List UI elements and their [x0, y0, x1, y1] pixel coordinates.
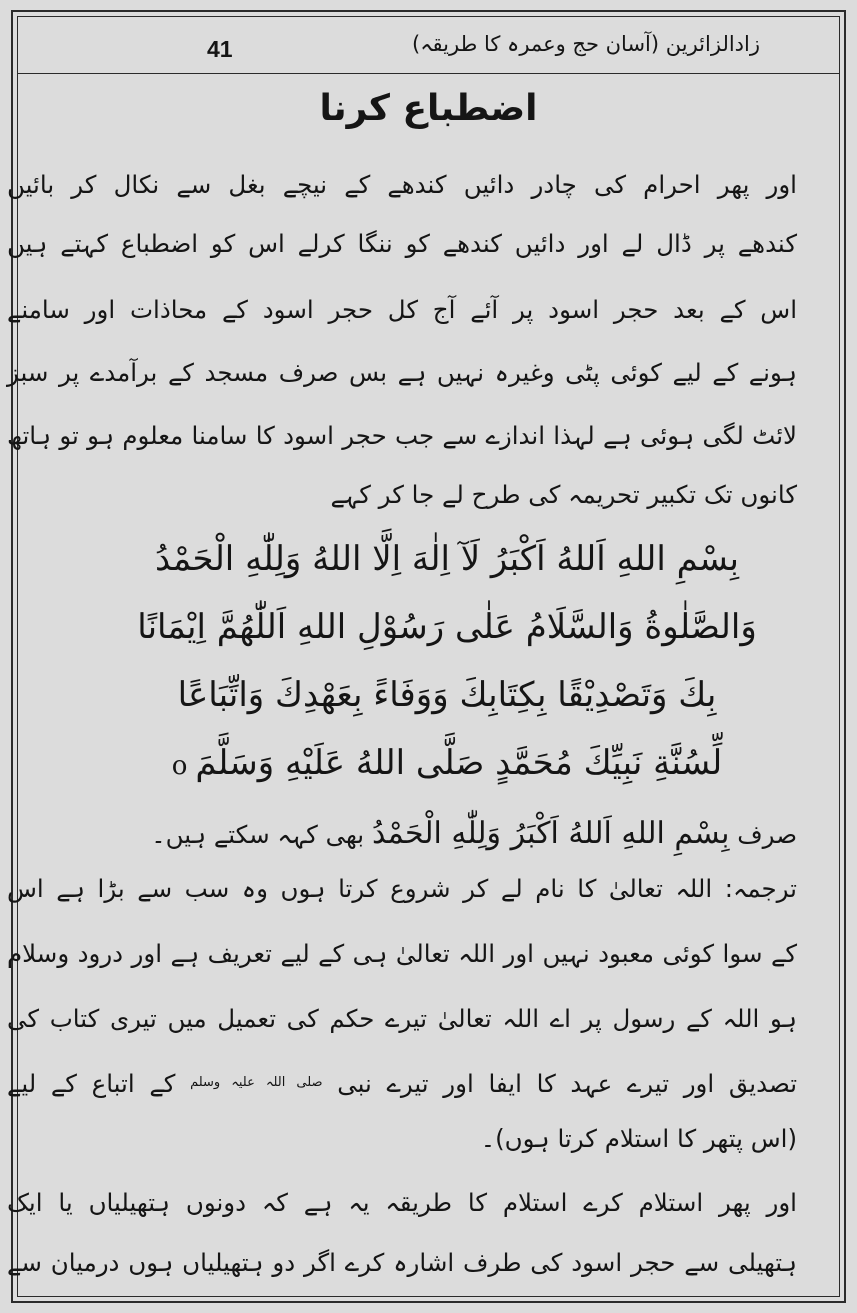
translation-line: (اس پتھر کا استلام کرتا ہوں)۔ — [480, 1124, 797, 1153]
dua-line-text: لِّسُنَّةِ نَبِيِّكَ مُحَمَّدٍ صَلَّى اللهُ عَلَيْهِ وَسَلَّمَ — [195, 743, 723, 783]
paragraph-line: کانوں تک تکبیر تحریمہ کی طرح لے جا کر کہے — [330, 480, 797, 509]
short-form-suffix: بھی کہہ سکتے ہیں۔ — [151, 820, 365, 849]
paragraph-line: کندھے پر ڈال لے اور دائیں کندھے کو ننگا کرلے اس کو اضطباع کہتے ہیں — [7, 229, 797, 258]
section-title: اضطباع کرنا — [319, 88, 538, 129]
dua-end-mark: o — [171, 751, 188, 781]
paragraph-line: اور پھر استلام کرے استلام کا طریقہ یہ ہے کہ دونوں ہتھیلیاں یا ایک — [7, 1188, 797, 1217]
paragraph-line: اور پھر احرام کی چادر دائیں کندھے کے نیچے بغل سے نکال کر بائیں — [7, 170, 797, 199]
translation-line: ترجمہ: اللہ تعالیٰ کا نام لے کر شروع کرتا ہوں وہ سب سے بڑا ہے اس — [7, 874, 797, 903]
dua-line: وَالصَّلٰوةُ وَالسَّلَامُ عَلٰى رَسُوْلِ اللهِ اَللّٰهُمَّ اِيْمَانًا — [137, 607, 757, 647]
dua-line: بِكَ وَتَصْدِيْقًا بِكِتَابِكَ وَوَفَاءً بِعَهْدِكَ وَاتِّبَاعًا — [177, 675, 717, 715]
translation-line: ہو اللہ کے رسول پر اے اللہ تعالیٰ تیرے حکم کی تعمیل میں تیری کتاب کی — [7, 1004, 797, 1033]
paragraph-line: ہونے کے لیے کوئی پٹی وغیرہ نہیں ہے بس صرف مسجد کے برآمدے پر سبز — [7, 358, 797, 387]
translation-line-part: کے اتباع کے لیے — [7, 1069, 176, 1098]
short-form-prefix: صرف — [737, 820, 797, 849]
paragraph-line: اس کے بعد حجر اسود پر آئے آج کل حجر اسود کے محاذات اور سامنے — [7, 295, 797, 324]
translation-line-part: تصدیق اور تیرے عہد کا ایفا اور تیرے نبی — [337, 1069, 798, 1098]
page-number: 41 — [207, 36, 233, 62]
dua-line — [97, 738, 797, 788]
short-form-arabic: بِسْمِ اللهِ اَللهُ اَكْبَرُ وَلِلّٰهِ الْحَمْدُ — [371, 816, 730, 851]
paragraph-line: لائٹ لگی ہوئی ہے لہذا اندازے سے جب حجر اسود کا سامنا معلوم ہو تو ہاتھ — [7, 421, 797, 450]
paragraph-line: ہتھیلی سے حجر اسود کی طرف اشارہ کرے اگر دو ہتھیلیاں ہوں درمیان سے — [7, 1248, 797, 1277]
honorific-symbol: صلی اللہ علیہ وسلم — [190, 1075, 323, 1090]
short-form-line — [7, 812, 797, 856]
page-header — [17, 16, 840, 74]
running-head: زادالزائرین (آسان حج وعمرہ کا طریقہ) — [412, 32, 760, 56]
dua-line: بِسْمِ اللهِ اَللهُ اَكْبَرُ لَآ اِلٰهَ اِلَّا اللهُ وَلِلّٰهِ الْحَمْدُ — [155, 539, 739, 579]
page-border-inner — [17, 16, 840, 1297]
translation-line: کے سوا کوئی معبود نہیں اور اللہ تعالیٰ ہی کے لیے تعریف ہے اور درود وسلام — [7, 939, 797, 968]
translation-line — [7, 1066, 797, 1100]
